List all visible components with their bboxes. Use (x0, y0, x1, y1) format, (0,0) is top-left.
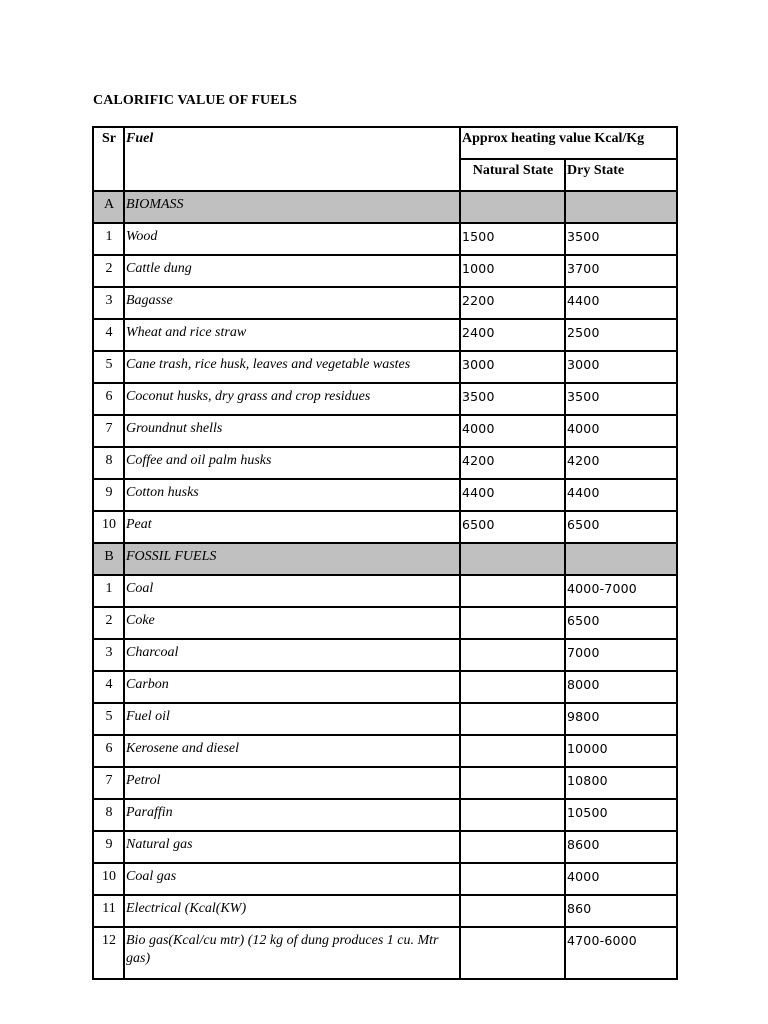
row-dry-value: 7000 (565, 639, 677, 671)
row-fuel-name: Petrol (124, 767, 460, 799)
row-dry-value: 4000 (565, 415, 677, 447)
table-row (93, 287, 677, 319)
row-natural-value: 3000 (460, 351, 565, 383)
row-sr: 2 (93, 607, 124, 639)
row-natural-value (460, 607, 565, 639)
row-fuel-name: Bio gas(Kcal/cu mtr) (12 kg of dung produces 1 cu. Mtr gas) (124, 927, 460, 979)
row-sr: 1 (93, 223, 124, 255)
section-row (93, 543, 677, 575)
row-fuel-name: Kerosene and diesel (124, 735, 460, 767)
table-row (93, 831, 677, 863)
row-fuel-name: Coffee and oil palm husks (124, 447, 460, 479)
header-sr: Sr (93, 127, 124, 191)
row-dry-value: 4000 (565, 863, 677, 895)
row-natural-value (460, 927, 565, 979)
table-row (93, 575, 677, 607)
row-fuel-name: Electrical (Kcal(KW) (124, 895, 460, 927)
row-dry-value: 4700-6000 (565, 927, 677, 979)
table-row (93, 383, 677, 415)
table-row (93, 799, 677, 831)
row-natural-value: 2400 (460, 319, 565, 351)
row-natural-value (460, 831, 565, 863)
row-dry-value: 860 (565, 895, 677, 927)
header-dry-state: Dry State (565, 159, 677, 191)
row-dry-value: 4400 (565, 479, 677, 511)
row-sr: 11 (93, 895, 124, 927)
table-row (93, 703, 677, 735)
row-fuel-name: Fuel oil (124, 703, 460, 735)
row-natural-value (460, 575, 565, 607)
table-row (93, 895, 677, 927)
section-dry-cell (565, 191, 677, 223)
row-sr: 10 (93, 511, 124, 543)
row-natural-value (460, 895, 565, 927)
header-fuel: Fuel (124, 127, 460, 191)
section-code: A (93, 191, 124, 223)
row-sr: 2 (93, 255, 124, 287)
row-sr: 7 (93, 415, 124, 447)
row-dry-value: 8600 (565, 831, 677, 863)
table-row (93, 223, 677, 255)
row-dry-value: 6500 (565, 607, 677, 639)
row-dry-value: 4000-7000 (565, 575, 677, 607)
row-sr: 8 (93, 799, 124, 831)
section-code: B (93, 543, 124, 575)
row-natural-value: 4000 (460, 415, 565, 447)
row-dry-value: 6500 (565, 511, 677, 543)
row-natural-value: 1000 (460, 255, 565, 287)
row-fuel-name: Bagasse (124, 287, 460, 319)
row-fuel-name: Cotton husks (124, 479, 460, 511)
table-row (93, 447, 677, 479)
row-dry-value: 3500 (565, 383, 677, 415)
row-dry-value: 10800 (565, 767, 677, 799)
section-dry-cell (565, 543, 677, 575)
row-sr: 10 (93, 863, 124, 895)
table-row (93, 671, 677, 703)
row-natural-value: 2200 (460, 287, 565, 319)
row-sr: 5 (93, 351, 124, 383)
row-sr: 4 (93, 319, 124, 351)
row-fuel-name: Peat (124, 511, 460, 543)
row-fuel-name: Paraffin (124, 799, 460, 831)
section-natural-cell (460, 543, 565, 575)
row-sr: 8 (93, 447, 124, 479)
row-natural-value: 4200 (460, 447, 565, 479)
page-title: CALORIFIC VALUE OF FUELS (93, 93, 298, 108)
row-natural-value: 1500 (460, 223, 565, 255)
row-sr: 12 (93, 927, 124, 979)
row-fuel-name: Wheat and rice straw (124, 319, 460, 351)
row-natural-value: 4400 (460, 479, 565, 511)
table-row (93, 479, 677, 511)
table-row (93, 767, 677, 799)
row-sr: 6 (93, 735, 124, 767)
row-natural-value: 6500 (460, 511, 565, 543)
table-row (93, 863, 677, 895)
row-fuel-name: Coconut husks, dry grass and crop residues (124, 383, 460, 415)
row-fuel-name: Coke (124, 607, 460, 639)
table-row (93, 607, 677, 639)
row-sr: 6 (93, 383, 124, 415)
header-natural-state: Natural State (460, 159, 565, 191)
row-fuel-name: Carbon (124, 671, 460, 703)
row-fuel-name: Wood (124, 223, 460, 255)
row-dry-value: 9800 (565, 703, 677, 735)
table-row (93, 255, 677, 287)
row-fuel-name: Cattle dung (124, 255, 460, 287)
table-header-row (93, 127, 677, 159)
table-row (93, 415, 677, 447)
table-row (93, 927, 677, 979)
row-dry-value: 3700 (565, 255, 677, 287)
row-fuel-name: Cane trash, rice husk, leaves and vegetable wastes (124, 351, 460, 383)
header-heating-value: Approx heating value Kcal/Kg (460, 127, 677, 159)
row-dry-value: 10000 (565, 735, 677, 767)
row-dry-value: 3500 (565, 223, 677, 255)
table-row (93, 351, 677, 383)
row-dry-value: 3000 (565, 351, 677, 383)
row-natural-value (460, 799, 565, 831)
row-sr: 9 (93, 479, 124, 511)
row-natural-value (460, 735, 565, 767)
row-sr: 3 (93, 287, 124, 319)
row-sr: 9 (93, 831, 124, 863)
row-dry-value: 4400 (565, 287, 677, 319)
row-dry-value: 4200 (565, 447, 677, 479)
row-sr: 7 (93, 767, 124, 799)
row-sr: 4 (93, 671, 124, 703)
section-name: BIOMASS (124, 191, 460, 223)
row-fuel-name: Coal (124, 575, 460, 607)
row-dry-value: 2500 (565, 319, 677, 351)
row-dry-value: 8000 (565, 671, 677, 703)
section-natural-cell (460, 191, 565, 223)
calorific-value-table (92, 126, 678, 980)
row-natural-value (460, 767, 565, 799)
table-row (93, 319, 677, 351)
row-natural-value (460, 639, 565, 671)
row-natural-value (460, 671, 565, 703)
table-row (93, 639, 677, 671)
row-sr: 5 (93, 703, 124, 735)
row-natural-value: 3500 (460, 383, 565, 415)
table-row (93, 735, 677, 767)
row-sr: 3 (93, 639, 124, 671)
row-dry-value: 10500 (565, 799, 677, 831)
table-row (93, 511, 677, 543)
row-natural-value (460, 703, 565, 735)
row-fuel-name: Groundnut shells (124, 415, 460, 447)
section-row (93, 191, 677, 223)
row-sr: 1 (93, 575, 124, 607)
row-fuel-name: Coal gas (124, 863, 460, 895)
row-natural-value (460, 863, 565, 895)
row-fuel-name: Charcoal (124, 639, 460, 671)
row-fuel-name: Natural gas (124, 831, 460, 863)
section-name: FOSSIL FUELS (124, 543, 460, 575)
